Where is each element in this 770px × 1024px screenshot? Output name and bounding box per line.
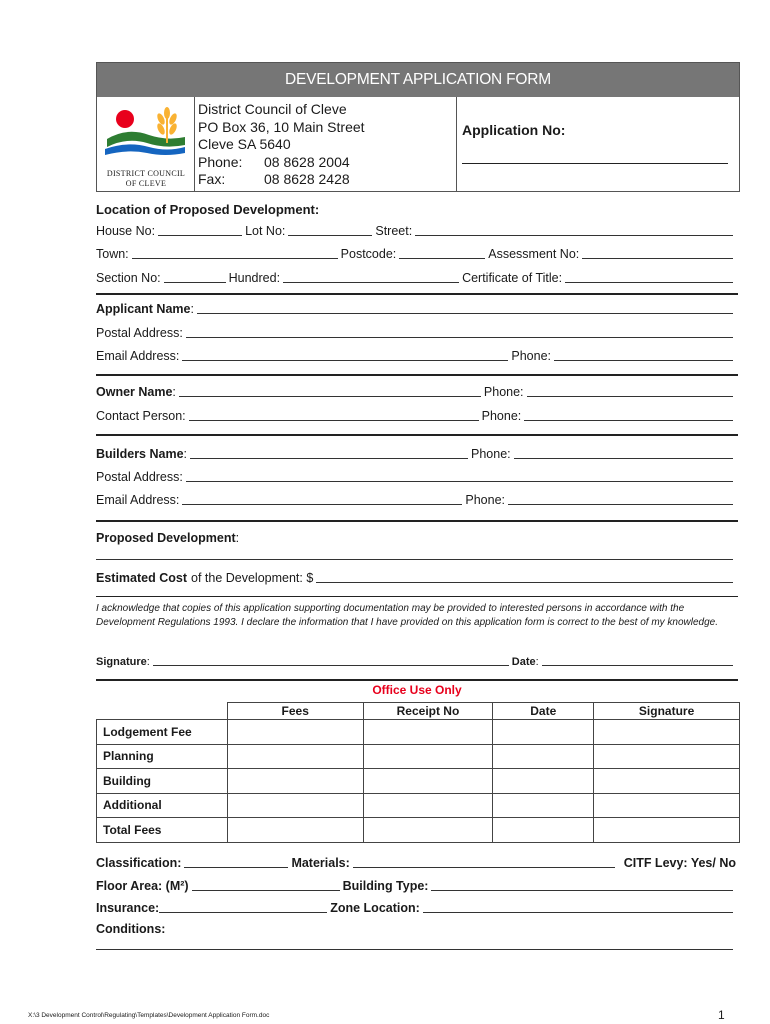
divider bbox=[96, 374, 738, 376]
floor-area-field[interactable] bbox=[192, 881, 340, 891]
contact-person-label: Contact Person: bbox=[96, 409, 186, 423]
divider bbox=[96, 679, 738, 681]
signature-row: Signature : Date : bbox=[96, 656, 736, 668]
form-title: DEVELOPMENT APPLICATION FORM bbox=[97, 63, 739, 97]
house-no-field[interactable] bbox=[158, 226, 242, 236]
council-phone-label: Phone: bbox=[198, 153, 243, 170]
lot-no-label: Lot No: bbox=[245, 224, 286, 238]
table-cell[interactable] bbox=[363, 818, 493, 843]
signature-field[interactable] bbox=[153, 656, 509, 666]
row-label: Lodgement Fee bbox=[97, 720, 228, 745]
owner-name-row: Owner Name : Phone: bbox=[96, 385, 736, 399]
council-address bbox=[195, 97, 457, 191]
applicant-phone-field[interactable] bbox=[554, 351, 733, 361]
table-row bbox=[97, 769, 740, 794]
town-label: Town: bbox=[96, 247, 129, 261]
table-row bbox=[97, 720, 740, 745]
owner-name-field[interactable] bbox=[179, 387, 481, 397]
building-type-label: Building Type: bbox=[342, 879, 429, 893]
builder-email-row bbox=[96, 493, 736, 507]
declaration-text: I acknowledge that copies of this application supporting documentation may be provided to interested persons in accordance with the Development Regulations 1993. I declare the information that I have provided on this application form is correct to the best of my knowledge. bbox=[96, 603, 719, 628]
application-no-field[interactable] bbox=[462, 163, 728, 164]
certificate-label: Certificate of Title: bbox=[462, 271, 563, 285]
table-cell[interactable] bbox=[227, 793, 363, 818]
builder-postal-label: Postal Address: bbox=[96, 470, 183, 484]
signature-label: Signature bbox=[96, 656, 147, 668]
office-fees-table bbox=[96, 702, 740, 843]
builder-postal-row bbox=[96, 470, 736, 484]
applicant-postal-field[interactable] bbox=[186, 328, 733, 338]
table-row bbox=[97, 744, 740, 769]
assessment-no-field[interactable] bbox=[582, 249, 733, 259]
table-header: Receipt No bbox=[363, 703, 493, 720]
estimated-cost-label: Estimated Cost bbox=[96, 571, 187, 585]
divider bbox=[96, 434, 738, 436]
applicant-email-row bbox=[96, 349, 736, 363]
hundred-label: Hundred: bbox=[228, 271, 281, 285]
applicant-postal-label: Postal Address: bbox=[96, 326, 183, 340]
postcode-field[interactable] bbox=[399, 249, 485, 259]
table-header: Date bbox=[493, 703, 594, 720]
row-label: Building bbox=[97, 769, 228, 794]
office-use-title: Office Use Only bbox=[372, 683, 462, 697]
applicant-email-field[interactable] bbox=[182, 351, 508, 361]
insurance-label: Insurance: bbox=[96, 901, 160, 915]
divider bbox=[96, 520, 738, 522]
contact-phone-field[interactable] bbox=[524, 411, 733, 421]
builder-name-field[interactable] bbox=[190, 449, 468, 459]
contact-person-row bbox=[96, 409, 736, 423]
builder-email-label: Email Address: bbox=[96, 493, 180, 507]
logo-line-2: OF CLEVE bbox=[125, 179, 167, 188]
builder-email-field[interactable] bbox=[182, 495, 462, 505]
table-header: Signature bbox=[594, 703, 740, 720]
builder-email-phone-label: Phone: bbox=[465, 493, 505, 507]
town-field[interactable] bbox=[132, 249, 338, 259]
postcode-label: Postcode: bbox=[340, 247, 397, 261]
applicant-name-field[interactable] bbox=[197, 304, 733, 314]
table-header: Fees bbox=[227, 703, 363, 720]
date-label: Date bbox=[511, 656, 536, 668]
table-cell[interactable] bbox=[594, 769, 740, 794]
divider bbox=[96, 596, 738, 597]
date-field[interactable] bbox=[542, 656, 733, 666]
zone-location-field[interactable] bbox=[423, 903, 733, 913]
council-logo bbox=[97, 97, 195, 191]
table-cell[interactable] bbox=[363, 769, 493, 794]
section-no-label: Section No: bbox=[96, 271, 161, 285]
location-row-2 bbox=[96, 247, 736, 261]
floor-area-label: Floor Area: (M²) bbox=[96, 879, 189, 893]
assessment-no-label: Assessment No: bbox=[488, 247, 580, 261]
materials-field[interactable] bbox=[353, 858, 615, 868]
table-header-row bbox=[97, 703, 740, 720]
estimated-cost-suffix: of the Development: $ bbox=[191, 571, 314, 585]
council-fax-label: Fax: bbox=[198, 171, 226, 187]
conditions-label: Conditions: bbox=[96, 922, 166, 936]
applicant-name-label: Applicant Name bbox=[96, 302, 191, 316]
table-cell[interactable] bbox=[363, 793, 493, 818]
classification-row bbox=[96, 856, 736, 870]
building-type-field[interactable] bbox=[431, 881, 733, 891]
council-name: District Council of Cleve bbox=[198, 101, 347, 117]
location-row-1 bbox=[96, 224, 736, 238]
contact-person-field[interactable] bbox=[189, 411, 479, 421]
applicant-email-label: Email Address: bbox=[96, 349, 180, 363]
zone-location-label: Zone Location: bbox=[330, 901, 420, 915]
proposed-development-line bbox=[96, 550, 736, 562]
table-cell[interactable] bbox=[594, 744, 740, 769]
applicant-postal-row bbox=[96, 326, 736, 340]
street-label: Street: bbox=[375, 224, 413, 238]
classification-field[interactable] bbox=[184, 858, 288, 868]
applicant-name-row: Applicant Name : bbox=[96, 302, 736, 316]
council-fax-value: 08 8628 2428 bbox=[264, 171, 350, 187]
owner-name-label: Owner Name bbox=[96, 385, 173, 399]
conditions-row bbox=[96, 922, 736, 936]
table-cell[interactable] bbox=[493, 793, 594, 818]
proposed-development-field[interactable] bbox=[96, 550, 733, 560]
floor-area-row bbox=[96, 879, 736, 893]
page-number: 1 bbox=[718, 1008, 725, 1022]
row-label: Total Fees bbox=[97, 818, 228, 843]
materials-label: Materials: bbox=[291, 856, 350, 870]
table-cell[interactable] bbox=[594, 793, 740, 818]
proposed-development-row: Proposed Development : bbox=[96, 531, 240, 545]
application-no-label: Application No: bbox=[462, 122, 566, 138]
proposed-development-label: Proposed Development bbox=[96, 531, 236, 545]
council-phone bbox=[198, 154, 456, 172]
form-header bbox=[96, 62, 740, 192]
owner-phone-field[interactable] bbox=[527, 387, 733, 397]
estimated-cost-field[interactable] bbox=[316, 573, 733, 583]
contact-phone-label: Phone: bbox=[481, 409, 522, 423]
table-cell[interactable] bbox=[493, 744, 594, 769]
builder-name-row: Builders Name : Phone: bbox=[96, 447, 736, 461]
lot-no-field[interactable] bbox=[288, 226, 372, 236]
table-cell[interactable] bbox=[493, 720, 594, 745]
table-cell[interactable] bbox=[227, 769, 363, 794]
table-cell[interactable] bbox=[594, 818, 740, 843]
section-no-field[interactable] bbox=[164, 273, 226, 283]
council-logo-icon bbox=[97, 97, 193, 169]
council-address-line-1: PO Box 36, 10 Main Street bbox=[198, 118, 365, 135]
table-cell[interactable] bbox=[363, 744, 493, 769]
citf-levy-label: CITF Levy: Yes/ No bbox=[623, 856, 736, 870]
table-cell[interactable] bbox=[227, 818, 363, 843]
builder-phone-field[interactable] bbox=[514, 449, 733, 459]
certificate-field[interactable] bbox=[565, 273, 733, 283]
classification-label: Classification: bbox=[96, 856, 182, 870]
logo-line-1: DISTRICT COUNCIL bbox=[106, 169, 186, 178]
location-heading: Location of Proposed Development: bbox=[96, 202, 320, 217]
builder-phone-label: Phone: bbox=[471, 447, 511, 461]
location-row-3 bbox=[96, 271, 736, 285]
table-cell[interactable] bbox=[594, 720, 740, 745]
row-label: Planning bbox=[97, 744, 228, 769]
application-no-cell bbox=[457, 97, 739, 191]
builder-email-phone-field[interactable] bbox=[508, 495, 733, 505]
street-field[interactable] bbox=[415, 226, 733, 236]
divider bbox=[96, 293, 738, 295]
insurance-row bbox=[96, 901, 736, 915]
builder-name-label: Builders Name bbox=[96, 447, 184, 461]
council-fax bbox=[198, 171, 456, 189]
hundred-field[interactable] bbox=[283, 273, 459, 283]
row-label: Additional bbox=[97, 793, 228, 818]
table-cell[interactable] bbox=[227, 744, 363, 769]
table-cell[interactable] bbox=[363, 720, 493, 745]
estimated-cost-row bbox=[96, 571, 736, 585]
table-row bbox=[97, 818, 740, 843]
house-no-label: House No: bbox=[96, 224, 156, 238]
table-cell[interactable] bbox=[493, 769, 594, 794]
owner-phone-label: Phone: bbox=[483, 385, 524, 399]
applicant-phone-label: Phone: bbox=[511, 349, 551, 363]
conditions-field[interactable] bbox=[96, 940, 733, 950]
council-logo-text bbox=[101, 169, 191, 189]
table-cell[interactable] bbox=[493, 818, 594, 843]
table-cell[interactable] bbox=[227, 720, 363, 745]
table-row bbox=[97, 793, 740, 818]
conditions-line bbox=[96, 940, 736, 952]
table-header-blank bbox=[97, 703, 228, 720]
builder-postal-field[interactable] bbox=[186, 472, 733, 482]
file-path-footer: X:\3 Development Control\Regulating\Templates\Development Application Form.doc bbox=[28, 1012, 270, 1019]
council-address-line-2: Cleve SA 5640 bbox=[198, 136, 291, 152]
insurance-field[interactable] bbox=[159, 903, 327, 913]
council-phone-value: 08 8628 2004 bbox=[264, 153, 350, 170]
